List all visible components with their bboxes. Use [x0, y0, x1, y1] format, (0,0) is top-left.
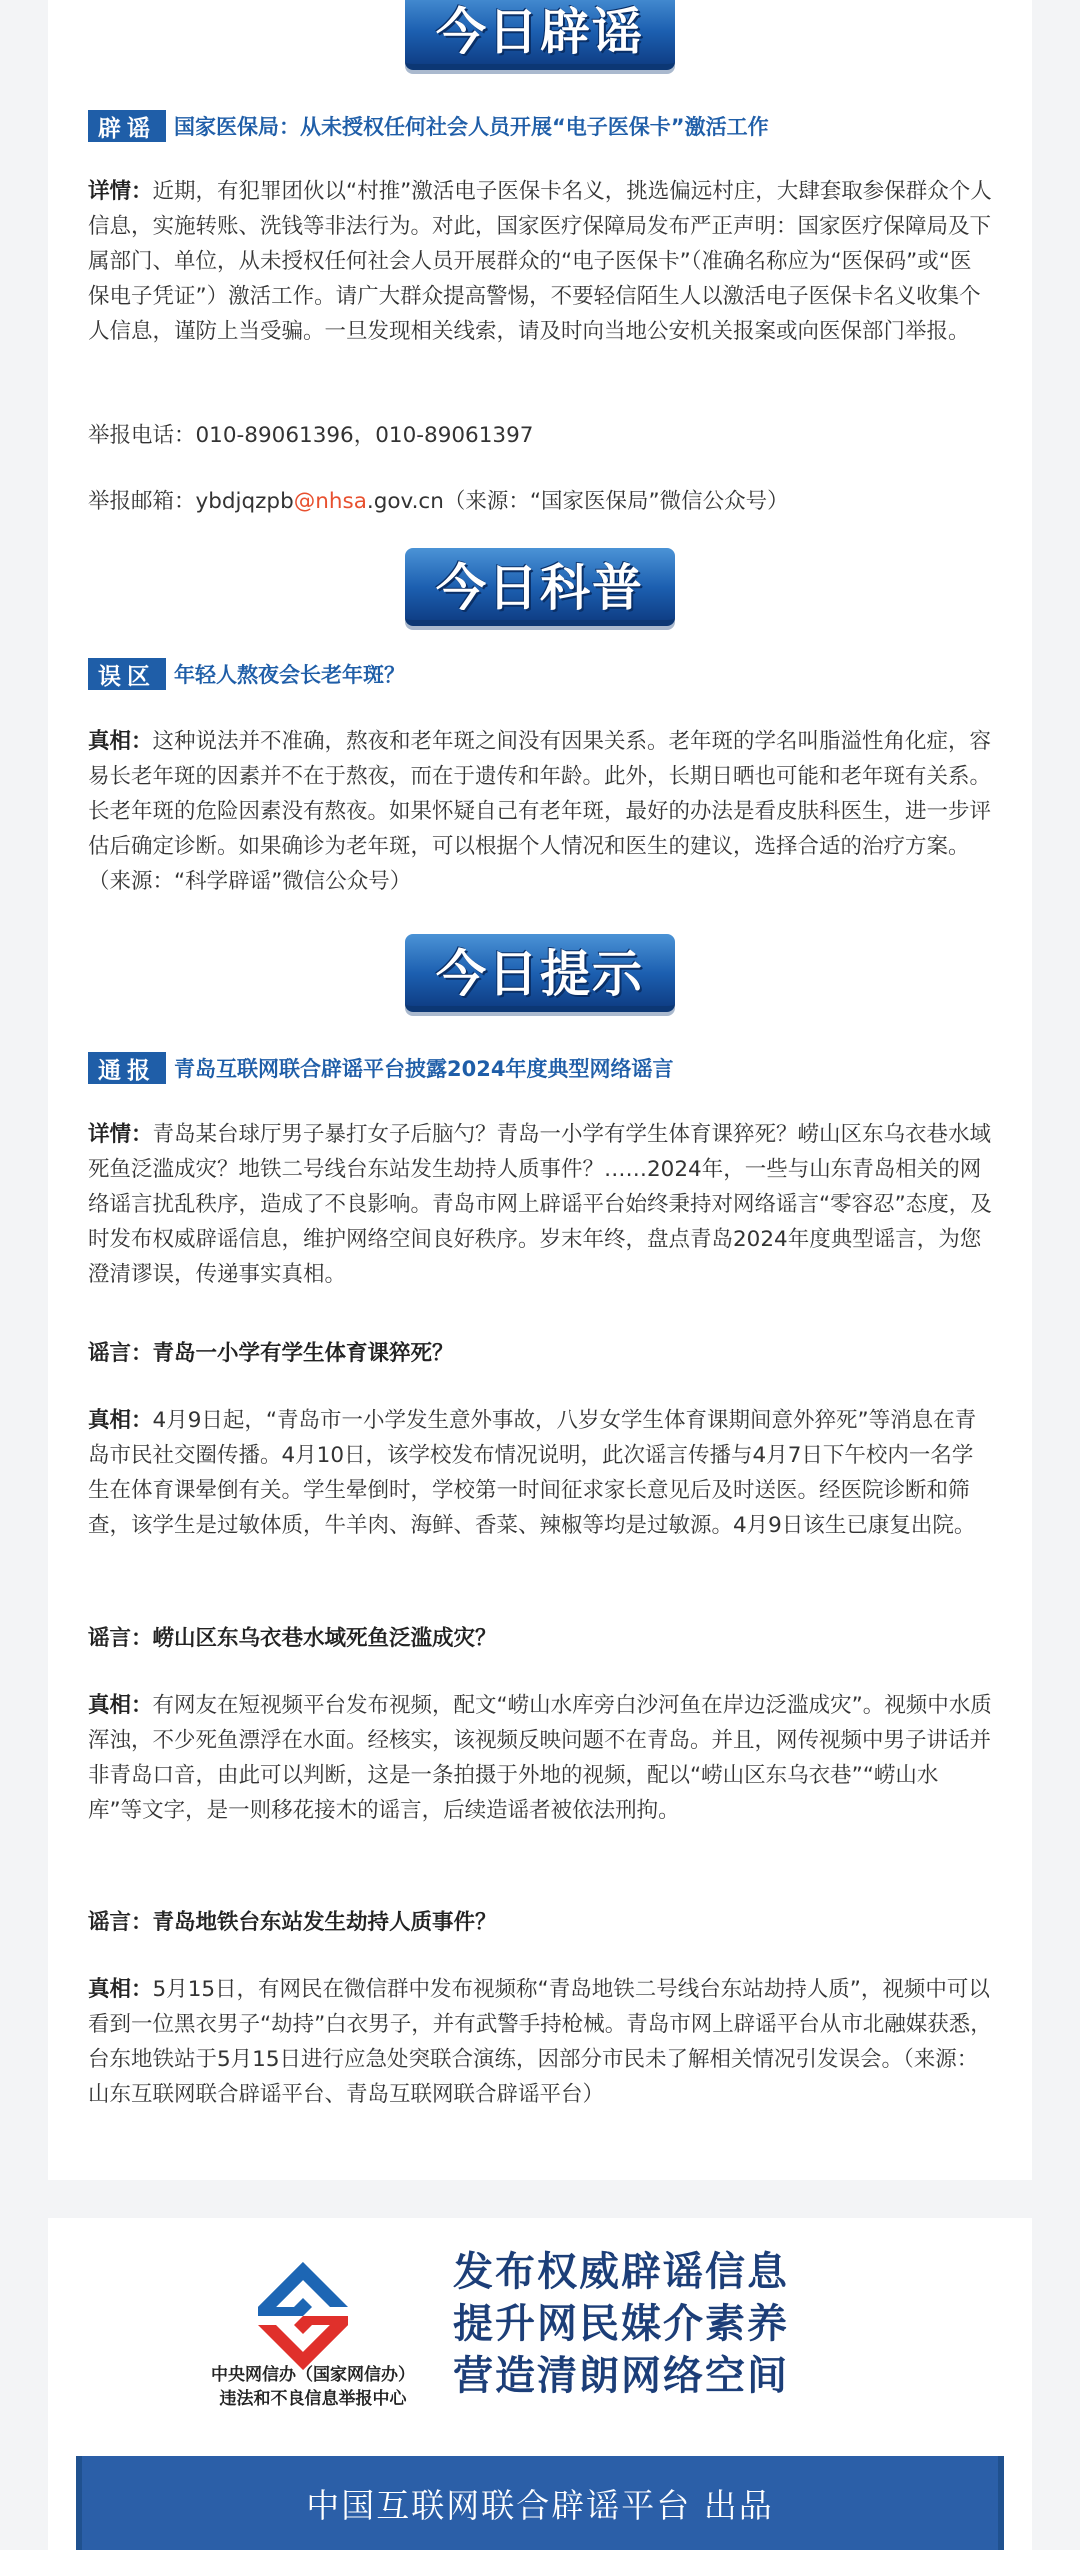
footer-org-line2: 违法和不良信息举报中心 — [219, 2389, 407, 2409]
slogan-2: 提升网民媒介素养 — [453, 2300, 789, 2347]
tips-heading — [88, 1052, 673, 1084]
rumor-2-truth-text: 有网友在短视频平台发布视频，配文“崂山水库旁白沙河鱼在岸边泛滥成灾”。视频中水质浑浊，不少死鱼漂浮在水面。经核实，该视频反映问题不在青岛。并且，网传视频中男子讲话并非青岛口音，由此可以判断，这是一条拍摄于外地的视频，配以“崂山区东乌衣巷”“崂山水库”等文字，是一则移花接木的谣言，后续造谣者被依法刑拘。 — [88, 1693, 992, 1823]
tips-detail — [88, 1117, 992, 1292]
report-center-logo-icon — [248, 2258, 358, 2374]
rumor-3-truth-text: 5月15日，有网民在微信群中发布视频称“青岛地铁二号线台东站劫持人质”，视频中可以看到一位黑衣男子“劫持”白衣男子，并有武警手持枪械。青岛市网上辟谣平台从市北融媒获悉，台东地铁站于5月15日进行应急处突联合演练，因部分市民未了解相关情况引发误会。（来源：山东互联网联合辟谣平台、青岛互联网联合辟谣平台） — [88, 1977, 992, 2107]
producer-bar — [76, 2456, 1004, 2550]
debunk-email-link[interactable]: @nhsa — [293, 489, 367, 514]
rumor-3-truth-label: 真相： — [88, 1977, 153, 2002]
debunk-phone: 举报电话：010-89061396，010-89061397 — [88, 423, 534, 448]
science-banner — [405, 548, 675, 626]
rumor-3-label-text: 谣言：青岛地铁台东站发生劫持人质事件？ — [88, 1910, 497, 1935]
science-truth — [88, 724, 992, 899]
rumor-1-label — [88, 1336, 454, 1371]
rumor-2-label-text: 谣言：崂山区东乌衣巷水域死鱼泛滥成灾？ — [88, 1626, 497, 1651]
tips-banner — [405, 934, 675, 1012]
rumor-2-truth — [88, 1688, 992, 1828]
tips-title: 青岛互联网联合辟谣平台披露2024年度典型网络谣言 — [174, 1057, 674, 1081]
rumor-3-label — [88, 1905, 497, 1940]
debunk-email — [88, 484, 789, 519]
slogan-1: 发布权威辟谣信息 — [453, 2248, 789, 2295]
debunk-tag: 辟谣 — [88, 110, 166, 142]
debunk-detail — [88, 174, 992, 349]
debunk-email-prefix: 举报邮箱：ybdjqzpb — [88, 489, 294, 514]
debunk-detail-text: 近期，有犯罪团伙以“村推”激活电子医保卡名义，挑选偏远村庄，大肆套取参保群众个人信息，实施转账、洗钱等非法行为。对此，国家医疗保障局发布严正声明：国家医疗保障局及下属部门、单位，从未授权任何社会人员开展群众的“电子医保卡”（准确名称应为“医保码”或“医保电子凭证”）激活工作。请广大群众提高警惕，不要轻信陌生人以激活电子医保卡名义收集个人信息，谨防上当受骗。一旦发现相关线索，请及时向当地公安机关报案或向医保部门举报。 — [88, 179, 992, 344]
debunk-title: 国家医保局：从未授权任何社会人员开展“电子医保卡”激活工作 — [174, 115, 769, 139]
rumor-2-truth-label: 真相： — [88, 1693, 153, 1718]
rumor-1-truth-label: 真相： — [88, 1408, 153, 1433]
producer-text: 中国互联网联合辟谣平台 出品 — [306, 2485, 774, 2525]
rumor-3-truth — [88, 1972, 992, 2112]
science-banner-wrap — [48, 548, 1032, 626]
footer-org-line1: 中央网信办（国家网信办） — [211, 2365, 415, 2385]
tips-detail-text: 青岛某台球厅男子暴打女子后脑勺？青岛一小学有学生体育课猝死？崂山区东乌衣巷水域死鱼泛滥成灾？地铁二号线台东站发生劫持人质事件？……2024年，一些与山东青岛相关的网络谣言扰乱秩序，造成了不良影响。青岛市网上辟谣平台始终秉持对网络谣言“零容忍”态度，及时发布权威辟谣信息，维护网络空间良好秩序。岁末年终，盘点青岛2024年度典型谣言，为您澄清谬误，传递事实真相。 — [88, 1122, 992, 1287]
debunk-heading — [88, 110, 769, 142]
tips-tag: 通报 — [88, 1052, 166, 1084]
rumor-1-label-text: 谣言：青岛一小学有学生体育课猝死？ — [88, 1341, 454, 1366]
rumor-2-label — [88, 1621, 497, 1656]
footer-slogans — [453, 2246, 789, 2402]
rumor-1-truth — [88, 1403, 992, 1543]
science-truth-label: 真相： — [88, 729, 153, 754]
debunk-banner-text: 今日辟谣 — [436, 2, 644, 61]
slogan-3: 营造清朗网络空间 — [453, 2352, 789, 2399]
science-truth-text: 这种说法并不准确，熬夜和老年斑之间没有因果关系。老年斑的学名叫脂溢性角化症，容易长老年斑的因素并不在于熬夜，而在于遗传和年龄。此外，长期日晒也可能和老年斑有关系。长老年斑的危险因素没有熬夜。如果怀疑自己有老年斑，最好的办法是看皮肤科医生，进一步评估后确定诊断。如果确诊为老年斑，可以根据个人情况和医生的建议，选择合适的治疗方案。（来源：“科学辟谣”微信公众号） — [88, 729, 992, 894]
tips-banner-wrap — [48, 934, 1032, 1012]
science-title: 年轻人熬夜会长老年斑？ — [174, 663, 405, 687]
science-banner-text: 今日科普 — [436, 558, 644, 617]
rumor-1-truth-text: 4月9日起，“青岛市一小学发生意外事故，八岁女学生体育课期间意外猝死”等消息在青岛市民社交圈传播。4月10日，该学校发布情况说明，此次谣言传播与4月7日下午校内一名学生在体育课晕倒有关。学生晕倒时，学校第一时间征求家长意见后及时送医。经医院诊断和筛查，该学生是过敏体质，牛羊肉、海鲜、香菜、辣椒等均是过敏源。4月9日该生已康复出院。 — [88, 1408, 977, 1538]
tips-banner-text: 今日提示 — [436, 944, 644, 1003]
debunk-banner-wrap — [48, 0, 1032, 70]
article-card — [48, 0, 1032, 2180]
footer-card — [48, 2218, 1032, 2550]
debunk-email-suffix: .gov.cn（来源：“国家医保局”微信公众号） — [366, 489, 789, 514]
science-heading — [88, 658, 405, 690]
footer-org — [198, 2363, 428, 2411]
tips-detail-label: 详情： — [88, 1122, 153, 1147]
debunk-detail-label: 详情： — [88, 179, 153, 204]
debunk-banner — [405, 0, 675, 70]
science-tag: 误区 — [88, 658, 166, 690]
